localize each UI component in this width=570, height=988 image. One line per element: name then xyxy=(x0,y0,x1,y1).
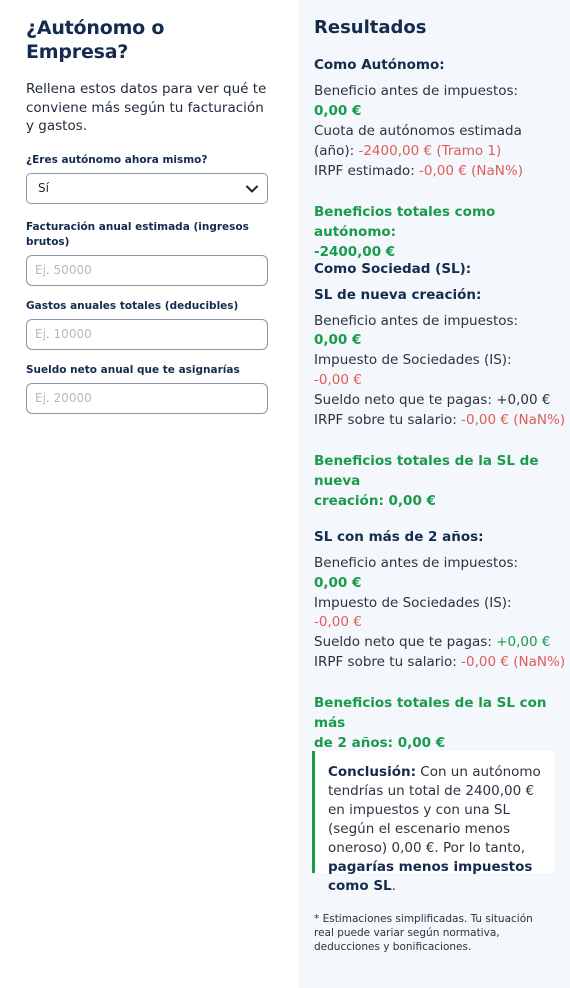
autonomo-beneficio-label: Beneficio antes de impuestos: xyxy=(314,83,519,99)
calculator-form xyxy=(26,16,268,414)
sl-2anos-beneficio-label: Beneficio antes de impuestos: xyxy=(314,555,519,571)
sl-2anos-irpf-value: -0,00 € (NaN%) xyxy=(461,654,566,670)
facturacion-input[interactable] xyxy=(26,255,268,286)
chevron-down-icon xyxy=(245,182,259,196)
sl-2anos-is-label: Impuesto de Sociedades (IS): xyxy=(314,595,512,611)
sl-nueva-beneficio-label: Beneficio antes de impuestos: xyxy=(314,313,519,329)
autonomo-cuota-value: -2400,00 € (Tramo 1) xyxy=(358,143,502,159)
sl-2anos-total xyxy=(314,693,562,753)
sl-2anos-sueldo-value: +0,00 € xyxy=(496,634,551,650)
conclusion-label: Conclusión: xyxy=(328,764,416,780)
autonomo-total xyxy=(314,202,562,262)
conclusion-strong: pagarías menos impuestos como SL xyxy=(328,859,533,894)
sl-nueva-sueldo-label: Sueldo neto que te pagas: xyxy=(314,392,497,408)
sl-2anos-irpf-row xyxy=(314,652,565,672)
results-title: Resultados xyxy=(314,17,427,38)
form-title: ¿Autónomo o Empresa? xyxy=(26,17,165,63)
sueldo-label: Sueldo neto anual que te asignarías xyxy=(26,363,240,376)
sl-nueva-is-label: Impuesto de Sociedades (IS): xyxy=(314,352,512,368)
form-intro: Rellena estos datos para ver qué te conviene más según tu facturación y gastos. xyxy=(26,81,267,134)
sl-2anos-beneficio-value: 0,00 € xyxy=(314,575,362,591)
sl-nueva-irpf-row xyxy=(314,410,565,430)
gastos-input[interactable] xyxy=(26,319,268,350)
autonomo-total-label: Beneficios totales como autónomo: xyxy=(314,204,496,240)
autonomo-irpf-value: -0,00 € (NaN%) xyxy=(419,163,523,179)
sl-nueva-total-value: creación: 0,00 € xyxy=(314,493,436,509)
autonomo-heading: Como Autónomo: xyxy=(314,57,445,73)
conclusion-text: Con un autónomo tendrías un total de 2400,00 € en impuestos y con una SL (según el escenario menos oneroso) 0,00 €. Por lo tanto, xyxy=(328,764,541,856)
sl-nueva-sueldo-row xyxy=(314,390,550,410)
sl-nueva-irpf-label: IRPF sobre tu salario: xyxy=(314,412,462,428)
autonomo-cuota-row xyxy=(314,141,501,161)
autonomo-irpf-row xyxy=(314,161,523,181)
sl-nueva-heading: SL de nueva creación: xyxy=(314,287,482,303)
disclaimer-note: * Estimaciones simplificadas. Tu situación real puede variar según normativa, deducciones y bonificaciones. xyxy=(314,913,533,953)
sl-2anos-sueldo-label: Sueldo neto que te pagas: xyxy=(314,634,497,650)
sl-2anos-irpf-label: IRPF sobre tu salario: xyxy=(314,654,462,670)
sl-2anos-heading: SL con más de 2 años: xyxy=(314,529,484,545)
autonomo-select[interactable] xyxy=(26,173,268,204)
sl-2anos-total-value: de 2 años: 0,00 € xyxy=(314,735,446,751)
autonomo-irpf-label: IRPF estimado: xyxy=(314,163,420,179)
sl-nueva-irpf-value: -0,00 € (NaN%) xyxy=(461,412,566,428)
sl-2anos-is-value: -0,00 € xyxy=(314,614,362,630)
conclusion-end: . xyxy=(391,878,396,894)
sl-nueva-beneficio-value: 0,00 € xyxy=(314,332,362,348)
autonomo-beneficio-value: 0,00 € xyxy=(314,103,362,119)
results-panel xyxy=(298,0,570,988)
autonomo-select-value: Sí xyxy=(38,180,49,195)
facturacion-label: Facturación anual estimada (ingresos brutos) xyxy=(26,220,249,248)
autonomo-cuota-label: Cuota de autónomos estimada xyxy=(314,123,522,139)
sociedad-heading: Como Sociedad (SL): xyxy=(314,261,472,277)
sl-2anos-sueldo-row xyxy=(314,632,550,652)
gastos-label: Gastos anuales totales (deducibles) xyxy=(26,299,239,312)
autonomo-label: ¿Eres autónomo ahora mismo? xyxy=(26,153,208,166)
sl-nueva-total-label: Beneficios totales de la SL de nueva xyxy=(314,453,539,489)
sueldo-input[interactable] xyxy=(26,383,268,414)
sl-nueva-sueldo-value: +0,00 € xyxy=(496,392,551,408)
sl-nueva-is-value: -0,00 € xyxy=(314,372,362,388)
sl-2anos-total-label: Beneficios totales de la SL con más xyxy=(314,695,547,731)
conclusion-box xyxy=(312,751,554,894)
autonomo-cuota-label-2: (año): xyxy=(314,143,359,159)
sl-nueva-total xyxy=(314,451,562,511)
autonomo-total-value: -2400,00 € xyxy=(314,244,396,260)
